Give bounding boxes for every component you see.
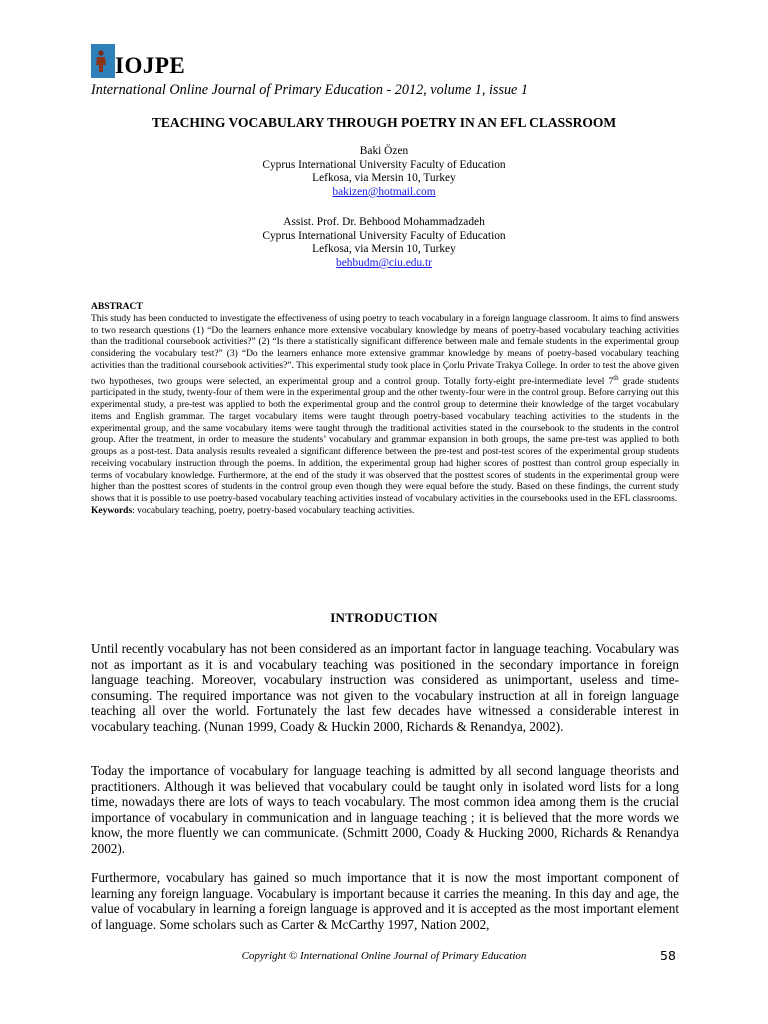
abstract-heading: ABSTRACT [91, 302, 143, 312]
footer-copyright: Copyright © International Online Journal of Primary Education [241, 950, 527, 962]
author-name: Assist. Prof. Dr. Behbood Mohammadzadeh [283, 216, 485, 228]
author-email-link[interactable]: behbudm@ciu.edu.tr [336, 256, 432, 269]
journal-citation: International Online Journal of Primary Education - 2012, volume 1, issue 1 [91, 82, 528, 98]
author-email-link[interactable]: bakizen@hotmail.com [332, 185, 436, 198]
keywords-text: : vocabulary teaching, poetry, poetry-based vocabulary teaching activities. [132, 505, 415, 516]
author-address: Lefkosa, via Mersin 10, Turkey [312, 243, 456, 256]
author-block-2 [0, 216, 768, 270]
author-block-1 [0, 145, 768, 199]
paper-title: TEACHING VOCABULARY THROUGH POETRY IN AN EFL CLASSROOM [151, 115, 617, 130]
introduction-heading: INTRODUCTION [330, 610, 438, 625]
journal-logo [91, 44, 185, 78]
keywords-line [91, 506, 679, 518]
body-paragraph: Today the importance of vocabulary for language teaching is admitted by all second language theorists and practitioners. Although it was believed that vocabulary could be taught only in isolated word lists for a long time, nowadays there are lots of ways to teach vocabulary. The most common idea among them is the crucial importance of vocabulary in communication and in language teaching ; it is believed that the more words we know, the more fluently we can communicate. (Schmitt 2000, Coady & Hucking 2000, Richards & Renandya 2002). [91, 763, 679, 856]
logo-text: IOJPE [115, 53, 186, 78]
author-affiliation: Cyprus International University Faculty of Education [262, 158, 506, 171]
author-address: Lefkosa, via Mersin 10, Turkey [312, 172, 456, 185]
person-figure-icon [95, 50, 107, 72]
author-affiliation: Cyprus International University Faculty of Education [262, 229, 506, 242]
abstract-section [91, 302, 679, 518]
keywords-label: Keywords [91, 505, 133, 516]
body-paragraph: Furthermore, vocabulary has gained so much importance that it is now the most important component of learning any foreign language. Vocabulary is important because it carries the meaning. In this day and age, the value of vocabulary in learning a foreign language is approved and it is accepted as the most important element of language. Some scholars such as Carter & McCarthy 1997, Nation 2002, [91, 870, 679, 932]
logo-emblem-icon [91, 44, 115, 78]
page-number: 58 [660, 948, 676, 963]
abstract-text: This study has been conducted to investigate the effectiveness of using poetry to teach vocabulary in a foreign language classroom. It aims to find answers to two research questions (1) “Do the learners enhance more extensive vocabulary knowledge by means of poetry-based vocabulary teaching activities than the traditional coursebook activities?” (2) “Is there a statistically significant difference between male and female students in the experimental group considering the vocabulary test?” (3) “Do the learners enhance more extensive grammar knowledge by means of poetry-based vocabulary teaching activities than the traditional coursebook activities?”. This experimental study took place in Çorlu Private Trakya College. In order to test the above given two hypotheses, two groups were selected, an experimental group and a control group. Totally forty-eight pre-intermediate level 7th grade students participated in the study, twenty-four of them were in the experimental group and the other twenty-four were in the control group. Before carrying out this experimental study, a pre-test was applied to both the experimental group and the control group to determine their knowledge of the target vocabulary items and English grammar. The target vocabulary items were taught through poetry-based vocabulary teaching activities to the students in the experimental group, and the same vocabulary items were taught through the traditional activities stated in the coursebook to the students in the control group. After the treatment, in order to measure the students’ vocabulary and grammar expansion in both groups, the same pre-test was applied to both groups as a post-test. Data analysis results revealed a significant difference between the pre-test and post-test scores of the experimental group students receiving vocabulary instruction through the poems. In addition, the experimental group had higher scores of posttest than control group especially in terms of vocabulary knowledge. Furthermore, at the end of the study it was observed that the posttest scores of students in the experimental group were higher than the posttest scores of students in the control group even though they were equal before the study. Based on these findings, the current study shows that it is possible to use poetry-based vocabulary teaching activities instead of vocabulary activities in the coursebooks used in the EFL classrooms. [91, 313, 679, 505]
author-name: Baki Özen [359, 145, 409, 157]
body-paragraph: Until recently vocabulary has not been considered as an important factor in language teaching. Vocabulary was not as important as it is and vocabulary teaching was positioned in the secondary importance in foreign language teaching. Moreover, vocabulary instruction was considered as unimportant, useless and time-consuming. The required importance was not given to the vocabulary instruction at all in foreign language teaching all over the world. Fortunately the last few decades have witnessed a considerable interest in vocabulary teaching. (Nunan 1999, Coady & Huckin 2000, Richards & Renandya, 2002). [91, 641, 679, 734]
